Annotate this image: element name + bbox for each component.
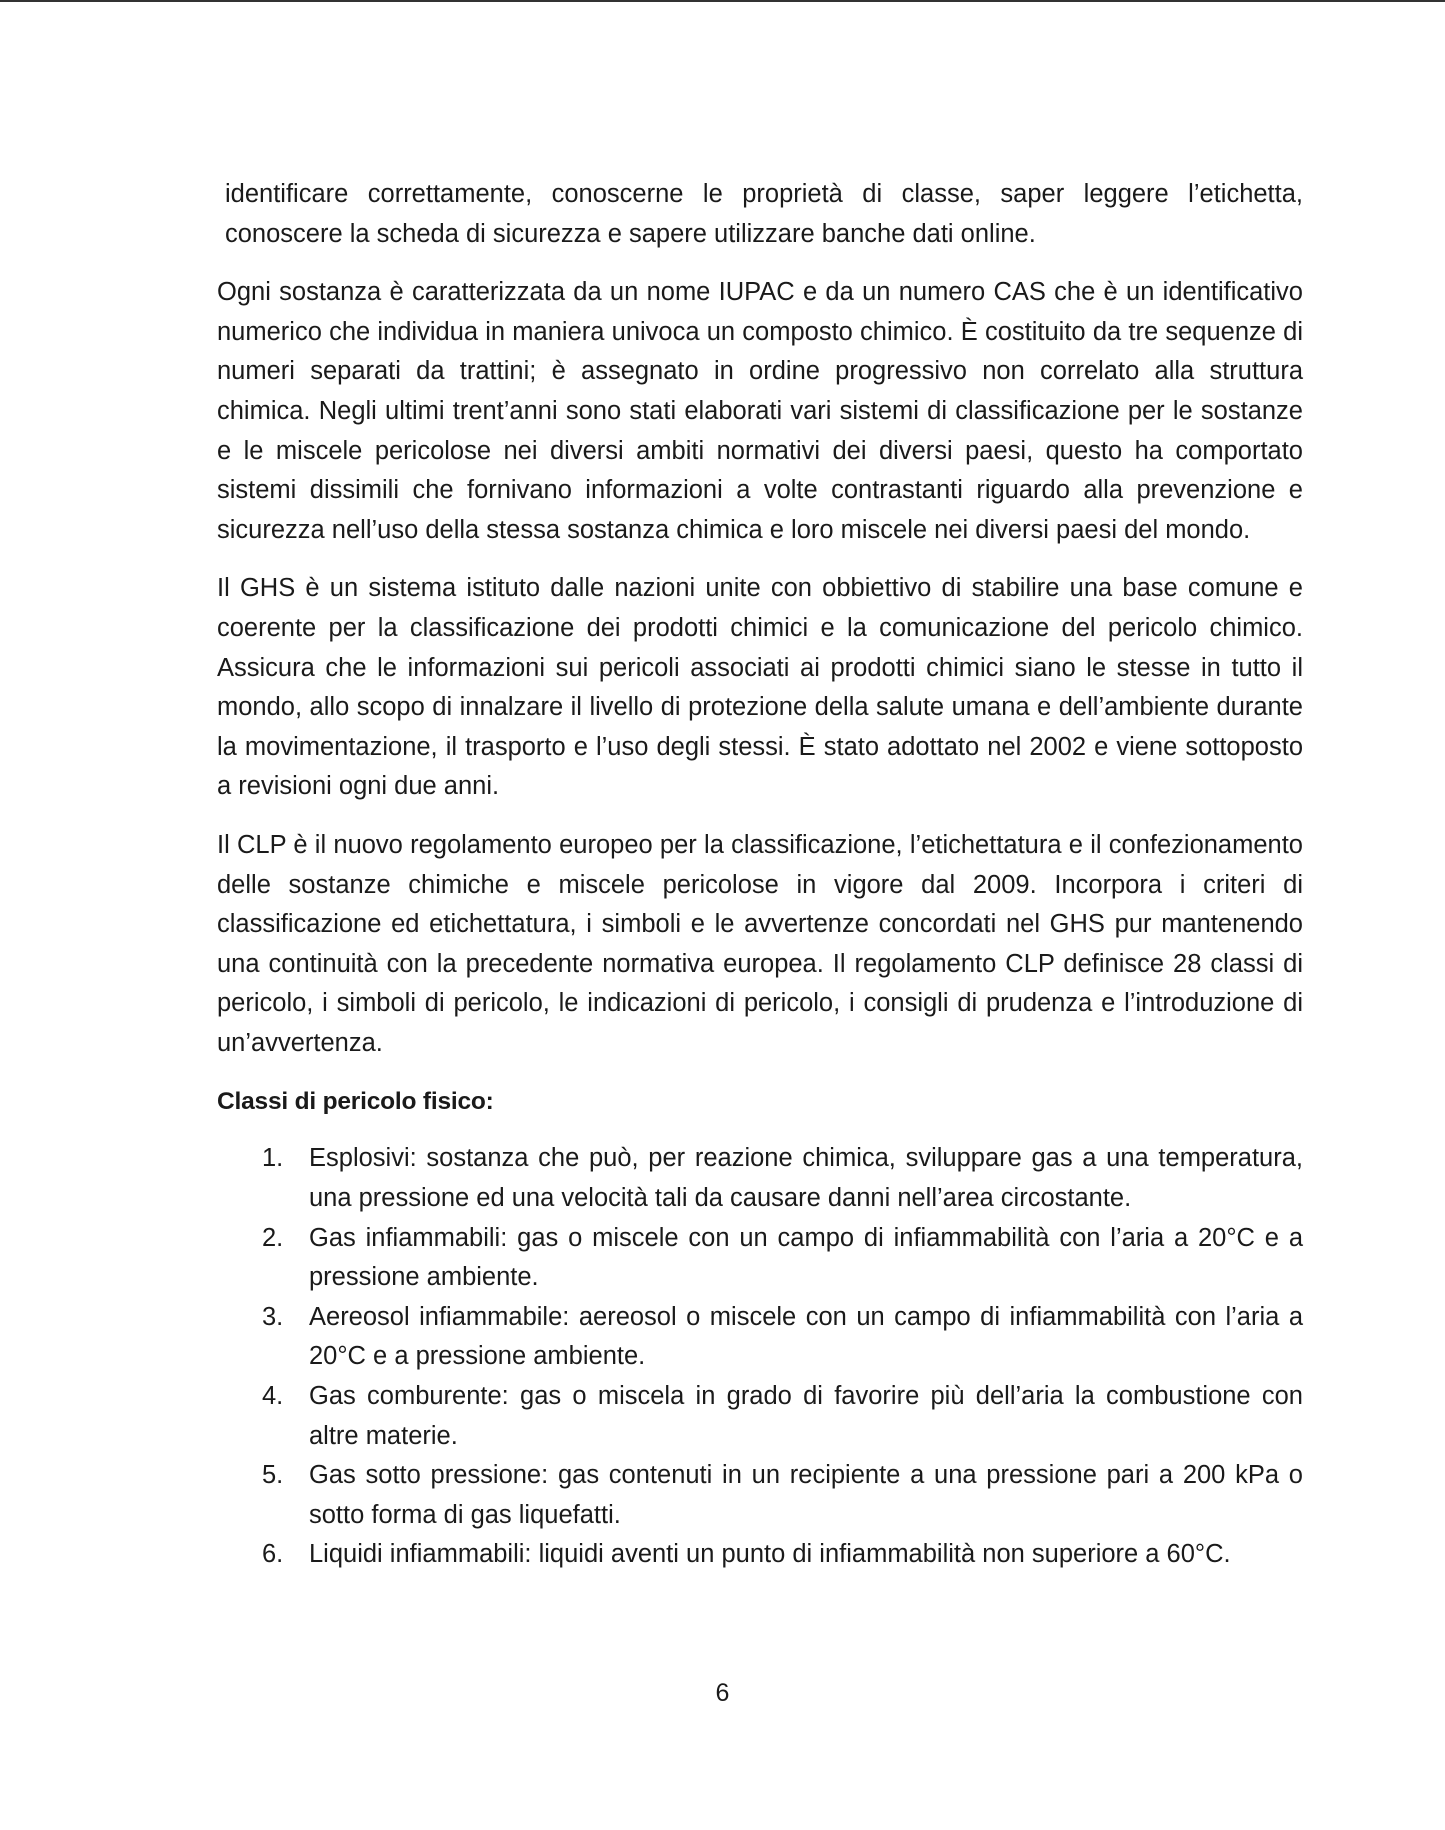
list-item-number: 4. — [262, 1382, 284, 1411]
list-item-text: Gas sotto pressione: gas contenuti in un recipiente a una pressione pari a 200 kPa o sotto forma di gas liquefatti. — [309, 1461, 1303, 1529]
list-item-number: 6. — [262, 1540, 284, 1569]
list-item-text: Esplosivi: sostanza che può, per reazione chimica, sviluppare gas a una temperatura, una pressione ed una velocità tali da causare danni nell’area circostante. — [309, 1144, 1303, 1213]
list-item — [217, 1456, 1303, 1535]
list-item — [217, 1535, 1303, 1575]
list-item-text: Gas infiammabili: gas o miscele con un campo di infiammabilità con l’aria a 20°C e a pressione ambiente. — [309, 1223, 1303, 1292]
list-item-number: 5. — [262, 1461, 284, 1490]
list-item — [217, 1219, 1303, 1298]
list-item-number: 3. — [262, 1302, 284, 1331]
paragraph-ghs: Il GHS è un sistema istituto dalle nazioni unite con obbiettivo di stabilire una base comune e coerente per la classificazione dei prodotti chimici e la comunicazione del pericolo chimico. Assicura che le informazioni sui pericoli associati ai prodotti chimici siano le stesse in tutto il mondo, allo scopo di innalzare il livello di protezione della salute umana e dell’ambiente durante la movimentazione, il trasporto e l’uso degli stessi. È stato adottato nel 2002 e viene sottoposto a revisioni ogni due anni. — [217, 574, 1303, 801]
list-item-number: 2. — [262, 1223, 284, 1252]
paragraph-cas-number: Ogni sostanza è caratterizzata da un nome IUPAC e da un numero CAS che è un identificativo numerico che individua in maniera univoca un composto chimico. È costituito da tre sequenze di numeri separati da trattini; è assegnato in ordine progressivo non correlato alla struttura chimica. Negli ultimi trent’anni sono stati elaborati vari sistemi di classificazione per le sostanze e le miscele pericolose nei diversi ambiti normativi dei diversi paesi, questo ha comportato sistemi dissimili che fornivano informazioni a volte contrastanti riguardo alla prevenzione e sicurezza nell’uso della stessa sostanza chimica e loro miscele nei diversi paesi del mondo. — [217, 278, 1303, 544]
page-number: 6 — [715, 1679, 730, 1707]
list-item — [217, 1377, 1303, 1456]
paragraph-clp: Il CLP è il nuovo regolamento europeo per la classificazione, l’etichettatura e il confezionamento delle sostanze chimiche e miscele pericolose in vigore dal 2009. Incorpora i criteri di classificazione ed etichettatura, i simboli e le avvertenze concordati nel GHS pur mantenendo una continuità con la precedente normativa europea. Il regolamento CLP definisce 28 classi di pericolo, i simboli di pericolo, le indicazioni di pericolo, i consigli di prudenza e l’introduzione di un’avvertenza. — [217, 830, 1303, 1057]
paragraph-intro-continuation: identificare correttamente, conoscerne le proprietà di classe, saper leggere l’etichetta, conoscere la scheda di sicurezza e sapere utilizzare banche dati online. — [225, 180, 1303, 248]
list-item-text: Aereosol infiammabile: aereosol o miscele con un campo di infiammabilità con l’aria a 20°C e a pressione ambiente. — [309, 1302, 1303, 1371]
list-item-text: Gas comburente: gas o miscela in grado di favorire più dell’aria la combustione con altre materie. — [309, 1382, 1303, 1450]
list-item — [217, 1139, 1303, 1218]
top-border-line — [0, 0, 1445, 2]
list-item — [217, 1298, 1303, 1377]
physical-hazard-list — [217, 1139, 1303, 1575]
document-page — [217, 175, 1303, 1575]
list-item-number: 1. — [262, 1144, 284, 1173]
section-heading-physical-hazards: Classi di pericolo fisico: — [217, 1088, 494, 1116]
list-item-text: Liquidi infiammabili: liquidi aventi un punto di infiammabilità non superiore a 60°C. — [309, 1540, 1231, 1569]
